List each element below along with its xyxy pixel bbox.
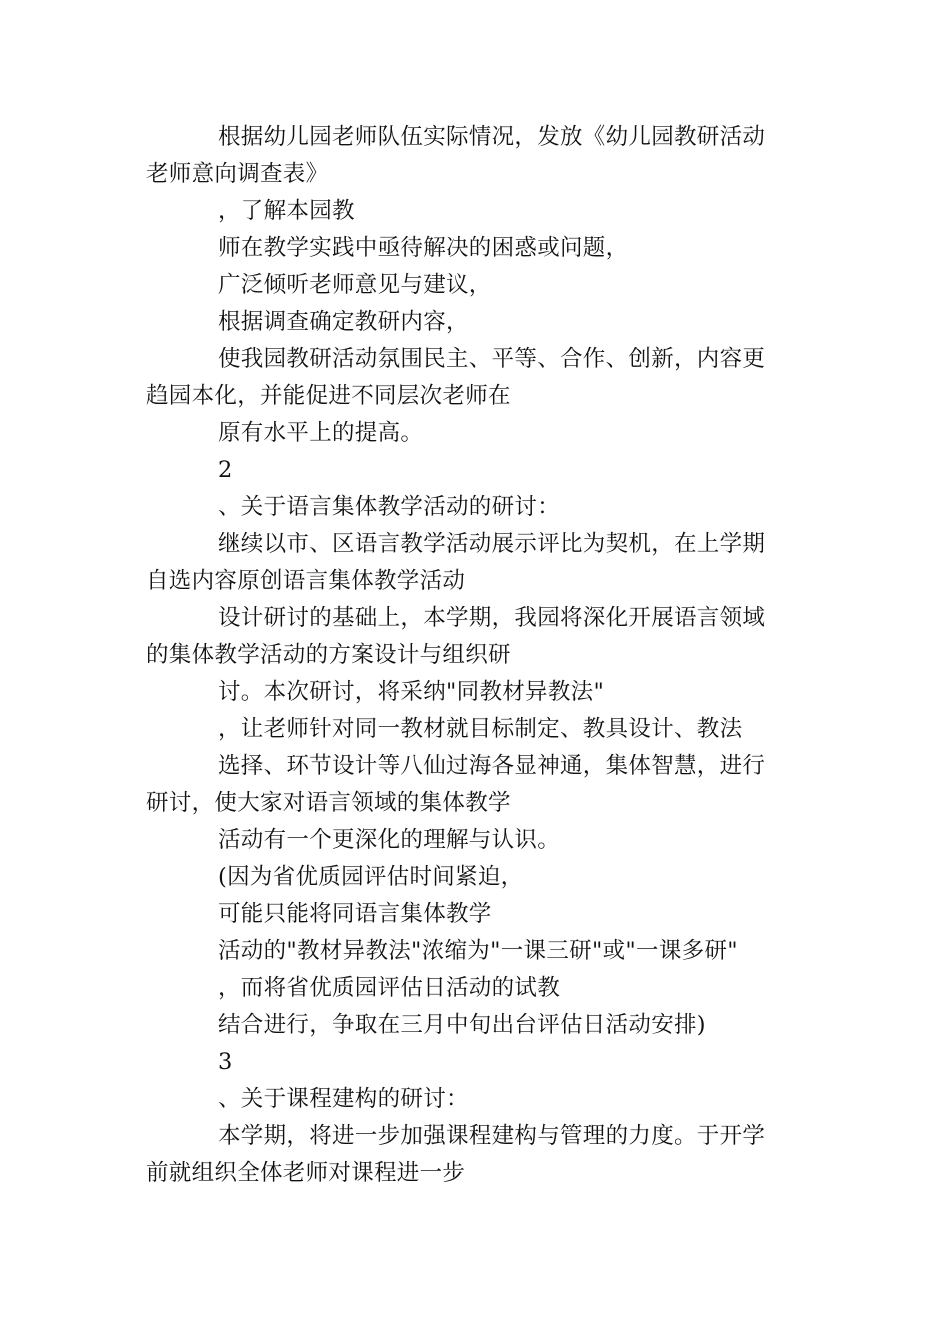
text-line: ，让老师针对同一教材就目标制定、教具设计、教法 xyxy=(218,716,743,742)
section-number: 3 xyxy=(218,1049,233,1075)
text-line: 活动的"教材异教法"浓缩为"一课三研"或"一课多研" xyxy=(218,938,738,964)
text-line: ，而将省优质园评估日活动的试教 xyxy=(218,975,561,1001)
text-line: 根据调查确定教研内容， xyxy=(218,309,469,335)
section-number: 2 xyxy=(218,457,233,483)
text-line: 趋园本化，并能促进不同层次老师在 xyxy=(146,383,511,409)
text-line: 原有水平上的提高。 xyxy=(218,420,424,446)
text-line: 结合进行，争取在三月中旬出台评估日活动安排) xyxy=(218,1012,706,1038)
text-line: 师在教学实践中亟待解决的困惑或问题， xyxy=(218,235,629,261)
text-line: 本学期，将进一步加强课程建构与管理的力度。于开学 xyxy=(218,1123,766,1149)
text-line: 广泛倾听老师意见与建议， xyxy=(218,272,492,298)
text-line: 使我园教研活动氛围民主、平等、合作、创新，内容更 xyxy=(218,346,766,372)
text-line: 研讨，使大家对语言领域的集体教学 xyxy=(146,790,511,816)
text-line: 老师意向调查表》 xyxy=(146,161,329,187)
section-heading: 、关于课程建构的研讨： xyxy=(218,1086,469,1112)
text-line: 可能只能将同语言集体教学 xyxy=(218,901,492,927)
text-line: 设计研讨的基础上，本学期，我园将深化开展语言领域 xyxy=(218,605,766,631)
text-line: 前就组织全体老师对课程进一步 xyxy=(146,1160,466,1186)
text-line: 根据幼儿园老师队伍实际情况，发放《幼儿园教研活动 xyxy=(218,124,766,150)
text-line: (因为省优质园评估时间紧迫， xyxy=(218,864,524,890)
text-line: 选择、环节设计等八仙过海各显神通，集体智慧，进行 xyxy=(218,753,766,779)
text-line: 继续以市、区语言教学活动展示评比为契机，在上学期 xyxy=(218,531,766,557)
section-heading: 、关于语言集体教学活动的研讨： xyxy=(218,494,561,520)
text-line: 自选内容原创语言集体教学活动 xyxy=(146,568,466,594)
text-line: 活动有一个更深化的理解与认识。 xyxy=(218,827,561,853)
text-line: ，了解本园教 xyxy=(218,198,355,224)
text-line: 讨。本次研讨，将采纳"同教材异教法" xyxy=(218,679,605,705)
text-line: 的集体教学活动的方案设计与组织研 xyxy=(146,642,511,668)
